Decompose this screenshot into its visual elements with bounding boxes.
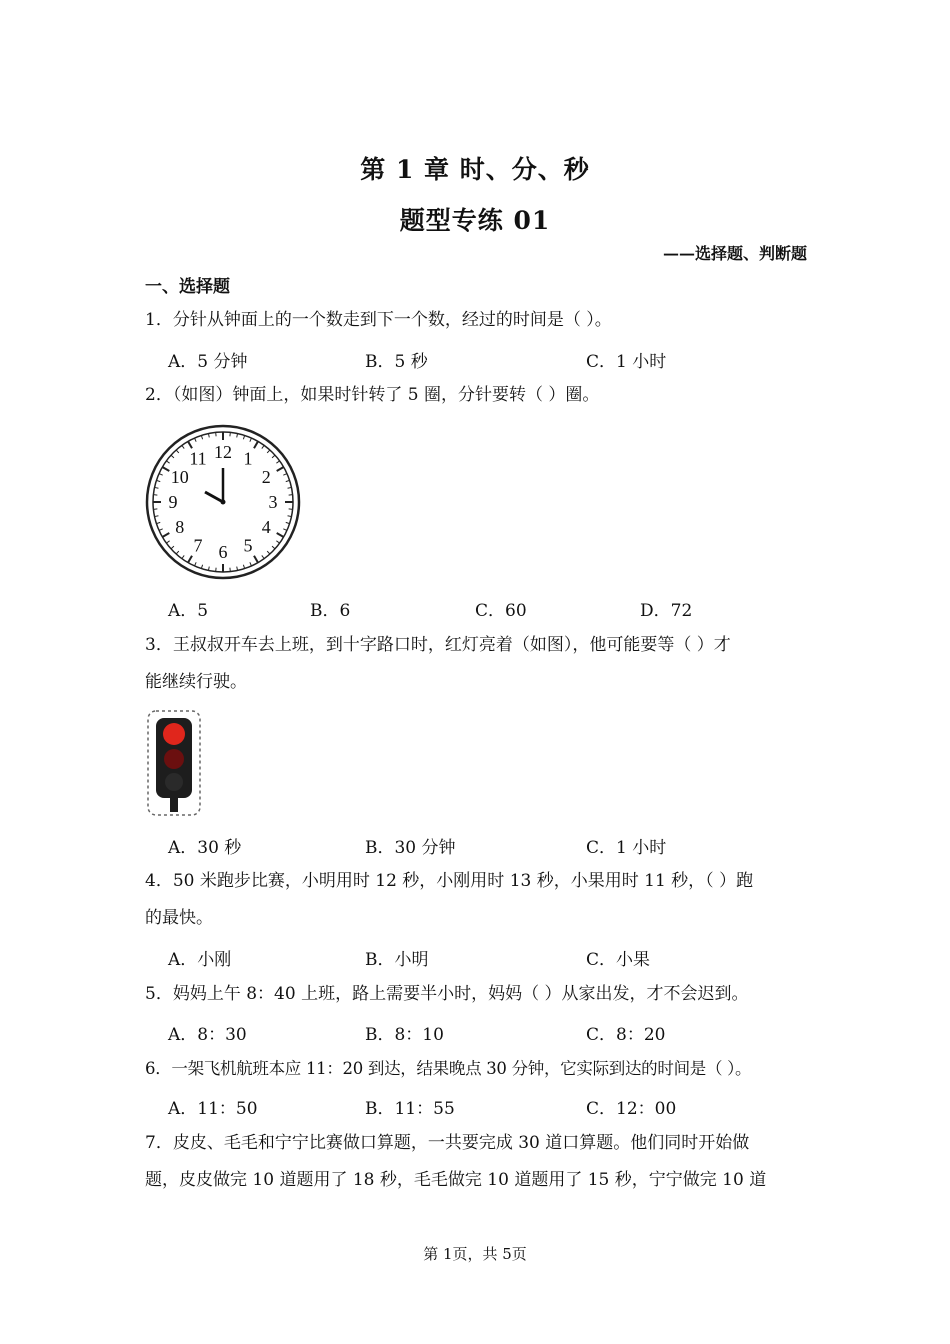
q5-option-c[interactable]: C．8：20	[586, 1025, 666, 1045]
clock-tick	[272, 546, 275, 549]
clock-number: 4	[261, 517, 271, 537]
clock-tick	[171, 546, 174, 549]
clock-number: 7	[193, 535, 203, 556]
clock-number: 12	[214, 442, 232, 462]
q3-option-b[interactable]: B．30 分钟	[365, 838, 456, 858]
clock-tick	[262, 555, 264, 558]
clock-number: 2	[261, 467, 271, 487]
clock-tick	[243, 565, 244, 569]
clock-tick	[162, 533, 169, 537]
q2-option-a[interactable]: A．5	[168, 601, 209, 621]
question-4-text-line1: 4．50 米跑步比赛，小明用时 12 秒，小刚用时 13 秒，小果用时 11 秒，（ ）跑	[145, 871, 754, 891]
clock-tick	[156, 480, 160, 481]
page-footer: 第 1页，共 5页	[423, 1245, 527, 1263]
q6-option-b[interactable]: B．11：55	[365, 1099, 455, 1119]
q1-option-c[interactable]: C．1 小时	[586, 352, 667, 372]
q3-option-a[interactable]: A．30 秒	[168, 838, 242, 858]
section-heading: 一、选择题	[145, 277, 230, 297]
question-2-text: 2．（如图）钟面上，如果时针转了 5 圈，分针要转（ ）圈。	[145, 385, 600, 405]
clock-number: 5	[243, 535, 253, 556]
clock-tick	[267, 551, 270, 554]
question-3-text-line1: 3．王叔叔开车去上班，到十字路口时，红灯亮着（如图），他可能要等（ ）才	[145, 635, 731, 655]
clock-tick	[162, 467, 169, 471]
clock-tick	[176, 551, 179, 554]
q5-option-a[interactable]: A．8：30	[168, 1025, 247, 1045]
question-7-text-line1: 7．皮皮、毛毛和宁宁比赛做口算题，一共要完成 30 道口算题。他们同时开始做	[145, 1133, 750, 1153]
q6-option-c[interactable]: C．12：00	[586, 1099, 677, 1119]
q5-option-b[interactable]: B．8：10	[365, 1025, 444, 1045]
clock-tick	[201, 565, 202, 569]
clock-tick	[243, 435, 244, 439]
clock-number: 9	[168, 492, 178, 512]
q3-option-c[interactable]: C．1 小时	[586, 838, 667, 858]
clock-tick	[201, 435, 202, 439]
clock-tick	[254, 441, 258, 448]
clock-tick	[166, 461, 169, 463]
clock-tick	[276, 461, 279, 463]
clock-tick	[188, 556, 192, 563]
question-7-text-line2: 题，皮皮做完 10 道题用了 18 秒，毛毛做完 10 道题用了 15 秒，宁宁做完 10 道	[145, 1170, 767, 1190]
clock-tick	[286, 480, 290, 481]
clock-number: 10	[170, 467, 189, 487]
traffic-light-figure	[146, 709, 202, 817]
red-light-on	[163, 723, 185, 745]
q2-option-b[interactable]: B．6	[310, 601, 351, 621]
clock-tick	[262, 445, 264, 448]
clock-tick	[250, 562, 252, 566]
q1-option-b[interactable]: B．5 秒	[365, 352, 428, 372]
traffic-light-pole	[170, 798, 178, 812]
clock-tick	[277, 467, 284, 471]
clock-tick	[286, 522, 290, 523]
q2-option-d[interactable]: D．72	[640, 601, 693, 621]
clock-tick	[159, 529, 163, 531]
clock-number: 1	[243, 448, 253, 469]
q1-option-a[interactable]: A．5 分钟	[168, 352, 248, 372]
clock-tick	[176, 450, 179, 453]
clock-tick	[195, 438, 197, 442]
clock-tick	[283, 529, 287, 531]
q4-option-b[interactable]: B．小明	[365, 950, 429, 970]
q2-option-c[interactable]: C．60	[475, 601, 527, 621]
chapter-title: 第 1 章 时、分、秒	[360, 155, 590, 184]
clock-tick	[276, 541, 279, 543]
clock-tick	[254, 556, 258, 563]
second-light-dim	[164, 749, 184, 769]
q6-option-a[interactable]: A．11：50	[168, 1099, 258, 1119]
page-subtitle: 题型专练 01	[399, 206, 551, 235]
question-5-text: 5．妈妈上午 8：40 上班，路上需要半小时，妈妈（ ）从家出发，才不会迟到。	[145, 984, 749, 1004]
clock-tick	[195, 562, 197, 566]
question-6-text: 6．一架飞机航班本应 11：20 到达，结果晚点 30 分钟，它实际到达的时间是（ ）。	[145, 1059, 752, 1078]
question-1-text: 1．分针从钟面上的一个数走到下一个数，经过的时间是（ ）。	[145, 310, 612, 330]
q4-option-c[interactable]: C．小果	[586, 950, 651, 970]
clock-hour-hand	[205, 492, 223, 502]
third-light-off	[165, 773, 183, 791]
q4-option-a[interactable]: A．小刚	[168, 950, 232, 970]
clock-number: 6	[218, 542, 228, 562]
clock-figure	[143, 422, 305, 582]
clock-tick	[182, 445, 184, 448]
clock-tick	[159, 474, 163, 476]
section-tag: ——选择题、判断题	[662, 244, 807, 263]
clock-tick	[182, 555, 184, 558]
clock-number: 8	[175, 517, 185, 537]
clock-tick	[188, 441, 192, 448]
clock-tick	[171, 455, 174, 458]
clock-number: 11	[189, 448, 207, 469]
clock-tick	[283, 474, 287, 476]
clock-tick	[250, 438, 252, 442]
clock-tick	[277, 533, 284, 537]
question-3-text-line2: 能继续行驶。	[145, 672, 247, 692]
clock-number: 3	[268, 492, 278, 512]
clock-tick	[272, 455, 275, 458]
clock-center	[221, 500, 226, 505]
clock-tick	[267, 450, 270, 453]
clock-tick	[156, 522, 160, 523]
clock-tick	[166, 541, 169, 543]
question-4-text-line2: 的最快。	[145, 908, 213, 928]
